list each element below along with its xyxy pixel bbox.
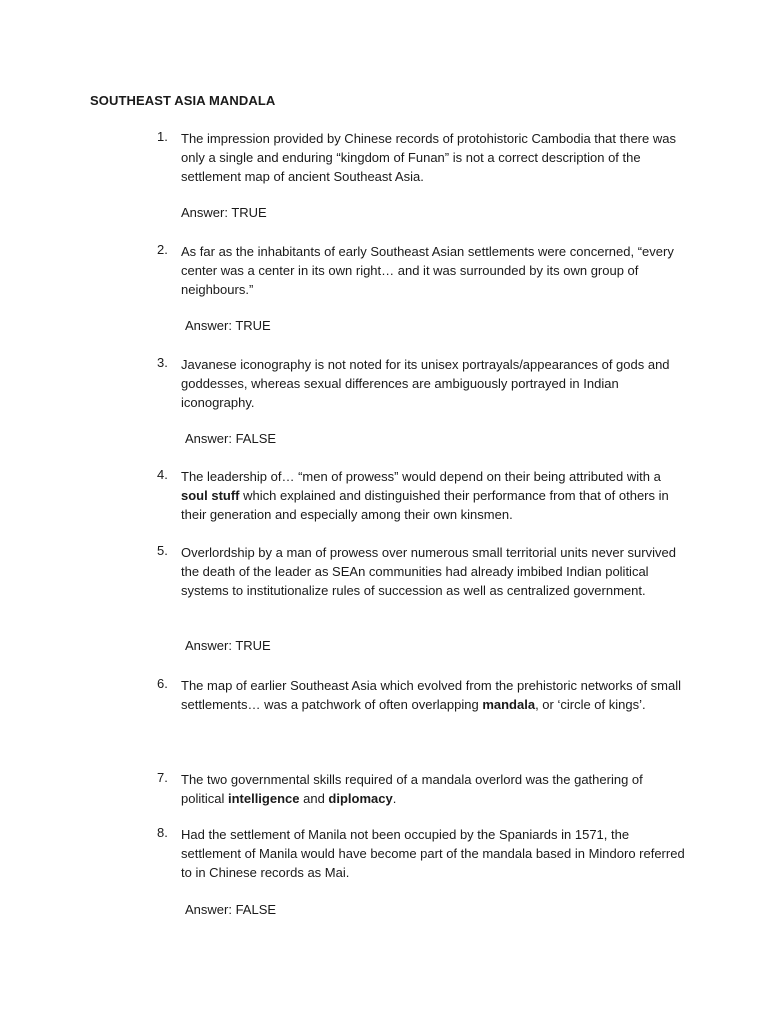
answer-text: Answer: TRUE: [181, 205, 267, 220]
question-text-part: , or ‘circle of kings’.: [535, 697, 646, 712]
bold-term: diplomacy: [328, 791, 393, 806]
document-title: SOUTHEAST ASIA MANDALA: [90, 93, 276, 108]
question-text: As far as the inhabitants of early Southeast Asian settlements were concerned, “every center was a center in its own right… and it was surrounded by its own group of neighbours.”: [181, 244, 674, 297]
question-number: 8.: [157, 825, 168, 840]
bold-term: intelligence: [227, 791, 300, 806]
question-text-part: which explained and distinguished their performance from that of others in their generation and especially among their own kinsmen.: [181, 488, 669, 522]
question-number: 1.: [157, 129, 168, 144]
question-number: 4.: [157, 467, 168, 482]
question-text: The impression provided by Chinese records of protohistoric Cambodia that there was only a single and enduring “kingdom of Funan” is not a correct description of the settlement map of ancient Southeast Asia.: [181, 131, 676, 184]
question-text-part: The map of earlier Southeast Asia which evolved from the prehistoric networks of small settlements… was a patchwork of often overlapping: [181, 678, 682, 712]
question-text-part: The leadership of… “men of prowess” would depend on their being attributed with a: [181, 469, 661, 484]
question-number: 5.: [157, 543, 168, 558]
question-text: [181, 770, 686, 808]
answer-text: Answer: FALSE: [185, 431, 277, 446]
question-text: [181, 467, 686, 524]
question-text: Overlordship by a man of prowess over numerous small territorial units never survived the death of the leader as SEAn communities had already imbibed Indian political systems to institutionalize rules of succession as well as centralized government.: [181, 545, 676, 598]
question-number: 3.: [157, 355, 168, 370]
question-text: [181, 676, 686, 714]
question-text-part: .: [392, 791, 397, 806]
question-text-part: and: [299, 791, 329, 806]
bold-term: soul stuff: [181, 488, 240, 503]
question-number: 6.: [157, 676, 168, 691]
question-number: 2.: [157, 242, 168, 257]
question-text: Javanese iconography is not noted for its unisex portrayals/appearances of gods and goddesses, whereas sexual differences are ambiguously portrayed in Indian iconography.: [181, 357, 670, 410]
answer-text: Answer: TRUE: [185, 318, 271, 333]
answer-text: Answer: TRUE: [185, 638, 271, 653]
bold-term: mandala: [482, 697, 536, 712]
question-text-part: The two governmental skills required of a mandala overlord was the gathering of political: [181, 772, 643, 806]
answer-text: Answer: FALSE: [185, 902, 277, 917]
question-number: 7.: [157, 770, 168, 785]
question-text: Had the settlement of Manila not been occupied by the Spaniards in 1571, the settlement of Manila would have become part of the mandala based in Mindoro referred to in Chinese records as Mai.: [181, 827, 685, 880]
